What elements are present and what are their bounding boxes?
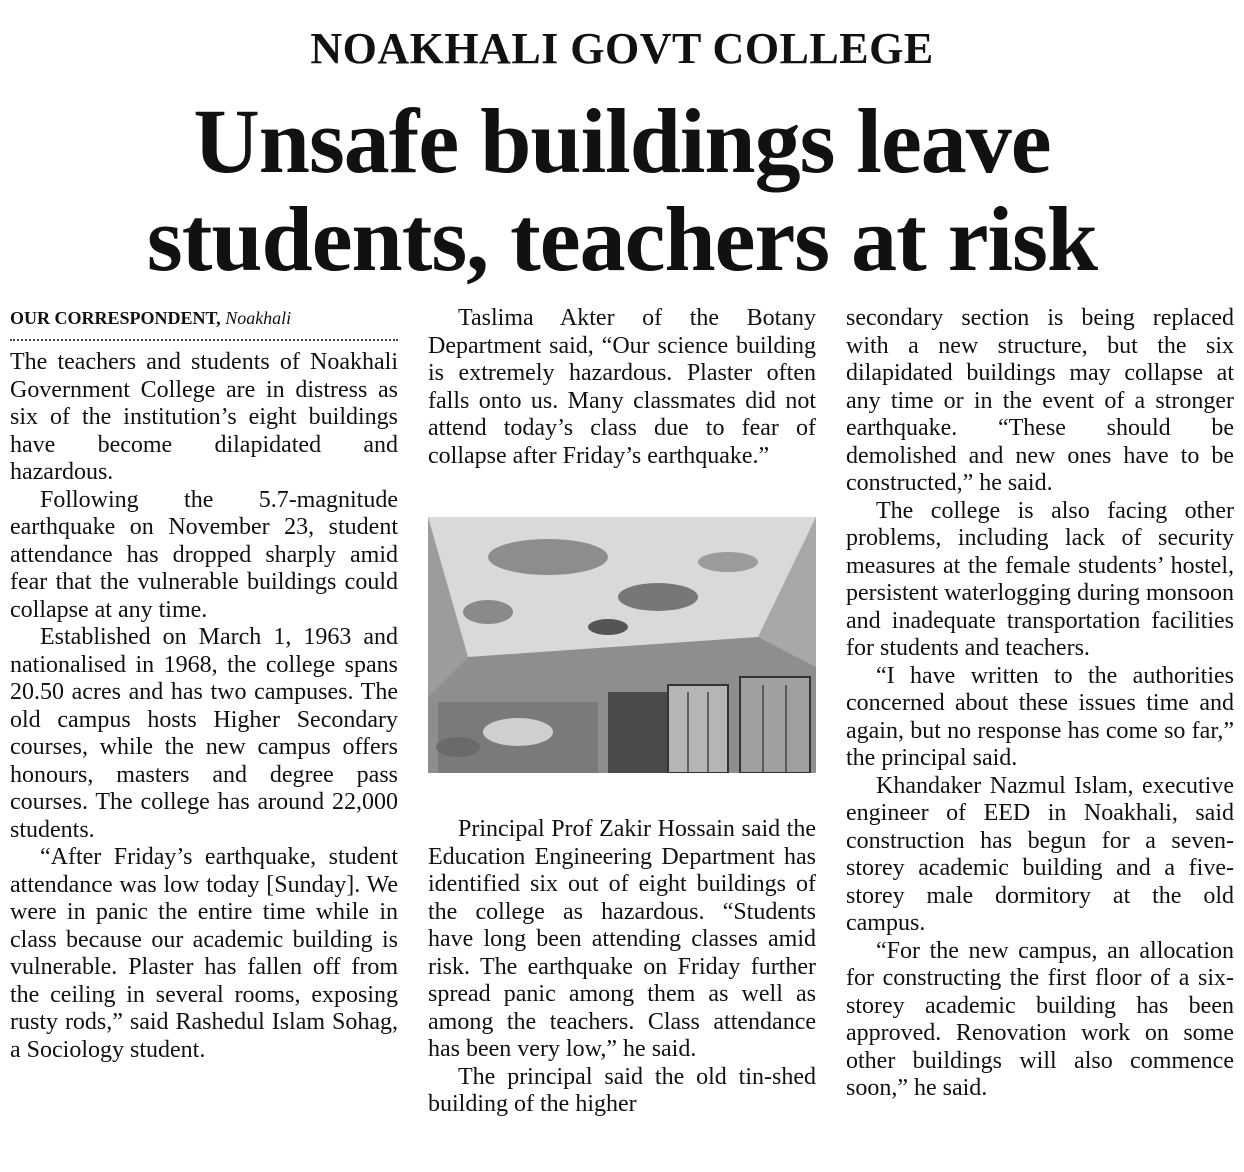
byline — [10, 305, 398, 341]
article-column-2 — [428, 305, 816, 1119]
paragraph: Principal Prof Zakir Hossain said the Education Engineering Department has identified six out of eight buildings of the college as hazardous. “Students have long been attending classes amid risk. The earthquake on Friday further spread panic among them as well as among the teachers. Class attendance has been very low,” he said. — [428, 816, 816, 1062]
building-photo — [428, 517, 816, 773]
paragraph: The college is also facing other problems, including lack of security measures at the female students’ hostel, persistent waterlogging during monsoon and inadequate transportation facilities for students and teachers. — [846, 497, 1234, 661]
paragraph: The principal said the old tin-shed building of the higher — [428, 1063, 816, 1117]
headline — [0, 92, 1244, 288]
headline-line-1: Unsafe buildings leave — [193, 90, 1051, 192]
headline-line-2: students, teachers at risk — [146, 188, 1098, 290]
photo-illustration — [428, 517, 816, 773]
paragraph: Established on March 1, 1963 and nationalised in 1968, the college spans 20.50 acres and has two campuses. The old campus hosts Higher Secondary courses, while the new campus offers honours, masters and degree pass courses. The college has around 22,000 students. — [10, 624, 398, 843]
paragraph: secondary section is being replaced with a new structure, but the six dilapidated buildings may collapse at any time or in the event of a stronger earthquake. “These should be demolished and new ones have to be constructed,” he said. — [846, 305, 1234, 496]
article-column-1 — [10, 305, 398, 1064]
paragraph: “I have written to the authorities concerned about these issues time and again, but no response has come so far,” the principal said. — [846, 662, 1234, 771]
byline-name: OUR CORRESPONDENT, — [10, 308, 221, 328]
paragraph: “After Friday’s earthquake, student attendance was low today [Sunday]. We were in panic the entire time while in class because our academic building is vulnerable. Plaster has fallen off from the ceiling in several rooms, exposing rusty rods,” said Rashedul Islam Sohag, a Sociology student. — [10, 844, 398, 1063]
paragraph: Taslima Akter of the Botany Department said, “Our science building is extremely hazardous. Plaster often falls onto us. Many classmates did not attend today’s class due to fear of collapse after Friday’s earthquake.” — [428, 305, 816, 469]
byline-place: Noakhali — [225, 308, 292, 328]
paragraph: Following the 5.7-magnitude earthquake on November 23, student attendance has dropped sharply amid fear that the vulnerable buildings could collapse at any time. — [10, 486, 398, 623]
paragraph: The teachers and students of Noakhali Government College are in distress as six of the institution’s eight buildings have become dilapidated and hazardous. — [10, 349, 398, 485]
article-column-3 — [846, 305, 1234, 1103]
paragraph: Khandaker Nazmul Islam, executive engineer of EED in Noakhali, said construction has begun for a seven-storey academic building and a five-storey male dormitory at the old campus. — [846, 772, 1234, 936]
section-kicker: NOAKHALI GOVT COLLEGE — [310, 24, 934, 73]
paragraph: “For the new campus, an allocation for constructing the first floor of a six-storey academic building has been approved. Renovation work on some other buildings will also commence soon,” he said. — [846, 937, 1234, 1101]
